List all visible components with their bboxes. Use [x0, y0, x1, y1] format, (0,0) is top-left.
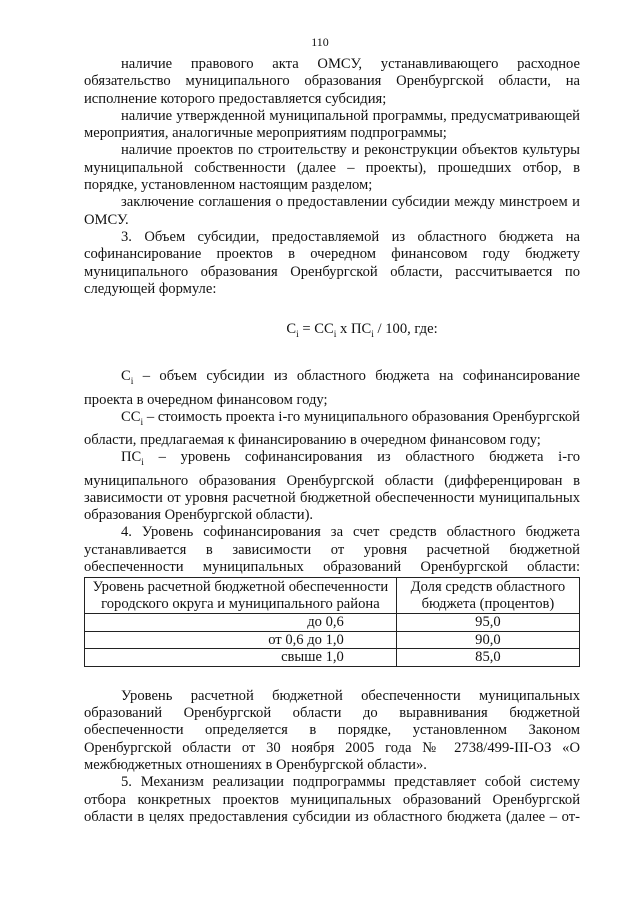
paragraph-3-subsidy-volume: 3. Объем субсидии, предоставляемой из областного бюджета на софинансирование проектов в очередном финансовом году бюджету муниципального образования Оренбургской области, рассчитывается по следующей формуле:	[84, 228, 580, 297]
column-header-level: Уровень расчетной бюджетной обеспеченности городского округа и муниципального района	[85, 578, 397, 614]
cofinancing-table	[84, 577, 580, 667]
paragraph-4-cofinancing-level: 4. Уровень софинансирования за счет средств областного бюджета устанавливается в зависимости от уровня расчетной бюджетной обеспеченности муниципальных образований Оренбургской области:	[84, 524, 580, 576]
paragraph-municipal-program: наличие утвержденной муниципальной программы, предусматривающей мероприятия, аналогичные мероприятиям подпрограммы;	[84, 107, 580, 142]
cell-level: до 0,6	[85, 614, 397, 632]
subsidy-formula: $С_i = СС_i$ х $ПС_i / 100$, где:	[286, 321, 438, 341]
table-header-row	[85, 578, 580, 614]
paragraph-fiscal-capacity-law: Уровень расчетной бюджетной обеспеченности муниципальных образований Оренбургской области до выравнивания бюджетной обеспеченности определяется в порядке, установленном Законом Оренбургской области от 30 ноября 2005 года № 2738/499-III-ОЗ «О межбюджетных отношениях в Оренбургской области».	[84, 687, 580, 774]
paragraph-5-mechanism: 5. Механизм реализации подпрограммы представляет собой систему отбора конкретных проектов муниципальных образований Оренбургской области в целях предоставления субсидии из областного бюджета (далее – от-	[84, 774, 580, 825]
definition-cc: $СС_i$ – стоимость проекта i-го муниципального образования Оренбургской области, предлагаемая к финансированию в очередном финансовом году;	[84, 408, 580, 449]
paragraph-agreement: заключение соглашения о предоставлении субсидии между минстроем и ОМСУ.	[84, 194, 580, 228]
paragraph-legal-act: наличие правового акта ОМСУ, устанавливающего расходное обязательство муниципального образования Оренбургской области, на исполнение которого предоставляется субсидия;	[84, 56, 580, 107]
cell-level: свыше 1,0	[85, 649, 397, 667]
table-row	[85, 614, 580, 632]
document-body	[84, 56, 580, 826]
definition-pc: $ПС_i$ – уровень софинансирования из областного бюджета i-го муниципального образования Оренбургской области (дифференцирован в зависимости от уровня расчетной бюджетной обеспеченности муниципальных образования Оренбургской области).	[84, 449, 580, 524]
column-header-share: Доля средств областного бюджета (процентов)	[396, 578, 579, 614]
definition-c: $С_i$ – объем субсидии из областного бюджета на софинансирование проекта в очередном финансовом году;	[84, 368, 580, 408]
table-row	[85, 649, 580, 667]
page-number: 110	[311, 35, 329, 49]
cell-level: от 0,6 до 1,0	[85, 631, 397, 649]
cell-share: 95,0	[396, 614, 579, 632]
cell-share: 85,0	[396, 649, 579, 667]
cell-share: 90,0	[396, 631, 579, 649]
table-row	[85, 631, 580, 649]
paragraph-projects: наличие проектов по строительству и реконструкции объектов культуры муниципальной собственности (далее – проекты), прошедших отбор, в порядке, установленном настоящим разделом;	[84, 142, 580, 194]
